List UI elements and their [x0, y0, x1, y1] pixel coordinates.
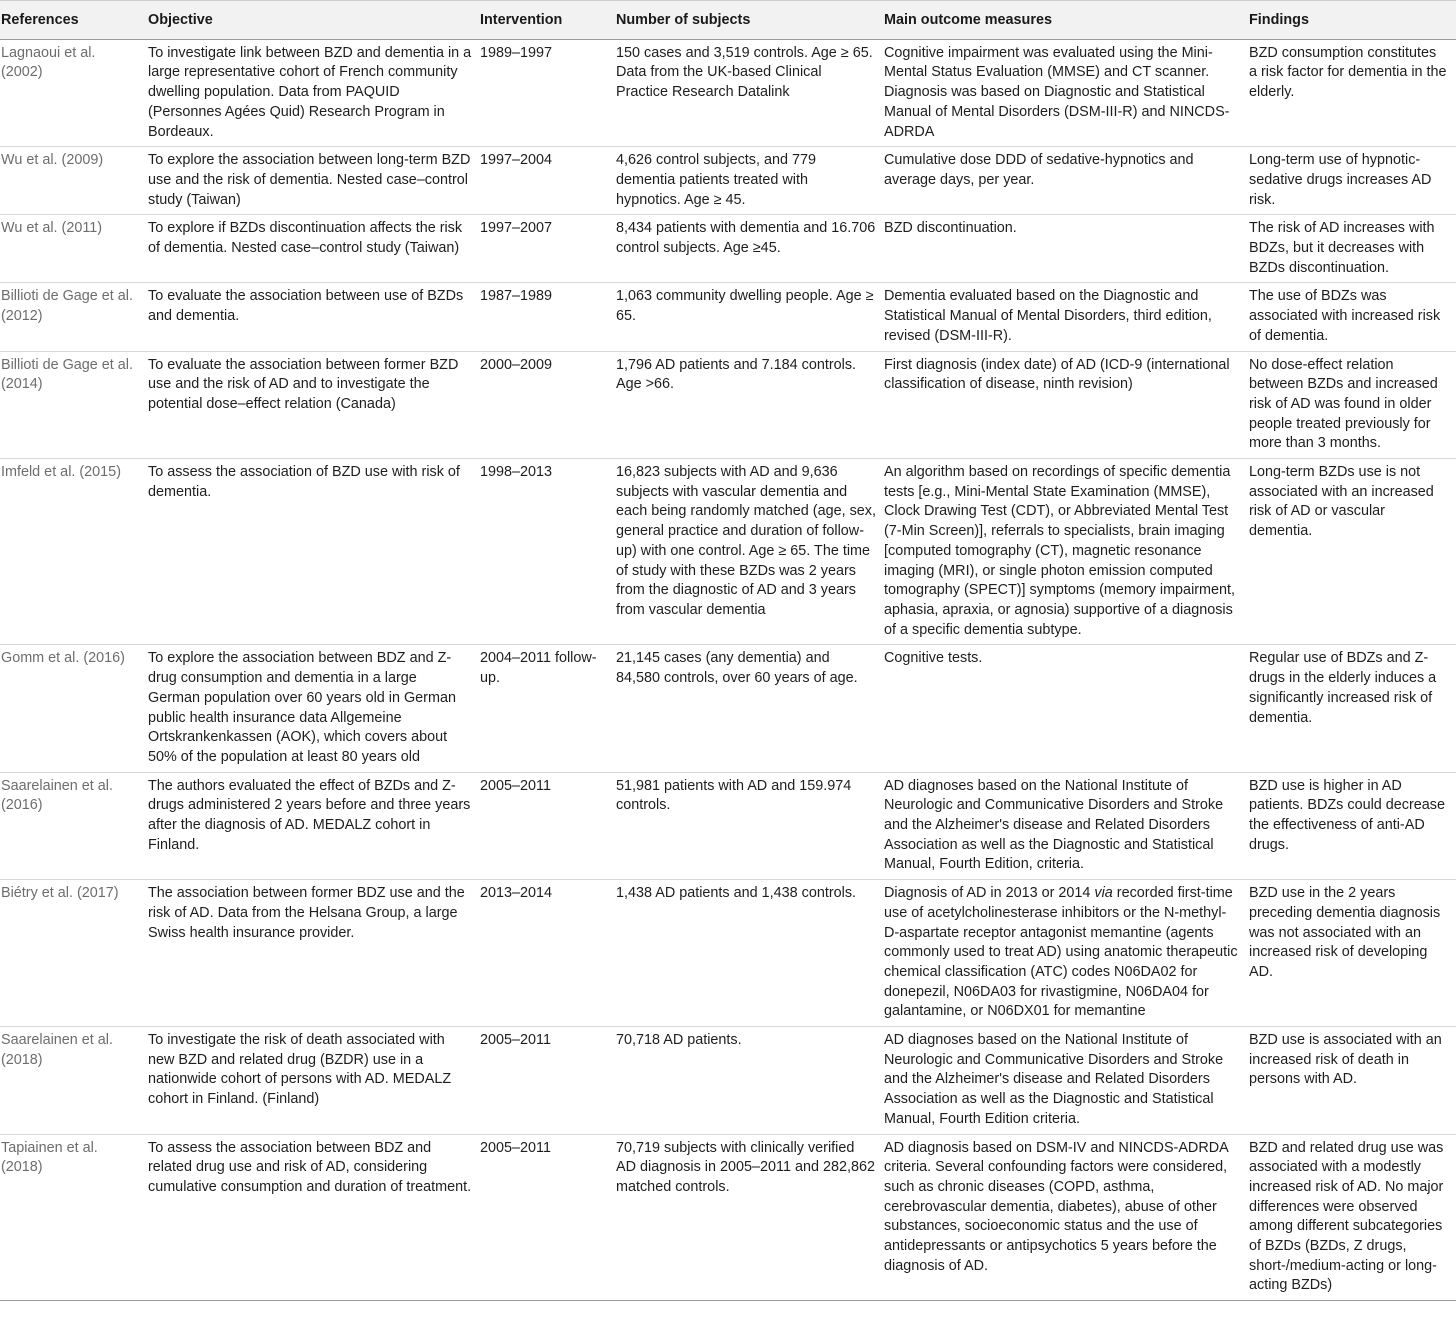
objective-cell: To explore if BZDs discontinuation affects the risk of dementia. Nested case–control study (Taiwan) — [148, 215, 480, 283]
table-row — [0, 351, 1456, 459]
subjects-cell: 70,718 AD patients. — [616, 1027, 884, 1135]
outcomes-cell: Dementia evaluated based on the Diagnostic and Statistical Manual of Mental Disorders, third edition, revised (DSM-III-R). — [884, 283, 1249, 351]
header-references: References — [0, 1, 148, 40]
subjects-cell: 4,626 control subjects, and 779 dementia patients treated with hypnotics. Age ≥ 45. — [616, 147, 884, 215]
intervention-cell: 2000–2009 — [480, 351, 616, 459]
intervention-cell: 1997–2007 — [480, 215, 616, 283]
outcomes-text-pre: Diagnosis of AD in 2013 or 2014 — [884, 885, 1095, 902]
objective-cell: To evaluate the association between use of BZDs and dementia. — [148, 283, 480, 351]
objective-cell: The association between former BDZ use and the risk of AD. Data from the Helsana Group, a large Swiss health insurance provider. — [148, 880, 480, 1027]
table-row — [0, 283, 1456, 351]
outcomes-cell: First diagnosis (index date) of AD (ICD-9 (international classification of disease, ninth revision) — [884, 351, 1249, 459]
header-objective: Objective — [148, 1, 480, 40]
intervention-cell: 2005–2011 — [480, 772, 616, 880]
findings-cell: Regular use of BDZs and Z-drugs in the elderly induces a significantly increased risk of dementia. — [1249, 645, 1456, 772]
outcomes-cell: Cognitive tests. — [884, 645, 1249, 772]
subjects-cell: 21,145 cases (any dementia) and 84,580 controls, over 60 years of age. — [616, 645, 884, 772]
objective-cell: To explore the association between BDZ and Z-drug consumption and dementia in a large German population over 60 years old in German public health insurance data Allgemeine Ortskrankenkassen (AOK), which covers about 50% of the population at least 80 years old — [148, 645, 480, 772]
intervention-cell: 2004–2011 follow-up. — [480, 645, 616, 772]
reference-cell: Wu et al. (2011) — [0, 215, 148, 283]
intervention-cell: 2005–2011 — [480, 1134, 616, 1301]
intervention-cell: 2013–2014 — [480, 880, 616, 1027]
findings-cell: BZD use is associated with an increased risk of death in persons with AD. — [1249, 1027, 1456, 1135]
reference-cell: Billioti de Gage et al. (2014) — [0, 351, 148, 459]
subjects-cell: 150 cases and 3,519 controls. Age ≥ 65. Data from the UK-based Clinical Practice Research Datalink — [616, 39, 884, 147]
table-row — [0, 459, 1456, 645]
table-row — [0, 39, 1456, 147]
findings-cell: BZD use in the 2 years preceding dementia diagnosis was not associated with an increased risk of developing AD. — [1249, 880, 1456, 1027]
outcomes-cell: BZD discontinuation. — [884, 215, 1249, 283]
header-outcomes: Main outcome measures — [884, 1, 1249, 40]
table-row — [0, 772, 1456, 880]
intervention-cell: 1987–1989 — [480, 283, 616, 351]
subjects-cell: 1,796 AD patients and 7.184 controls. Age >66. — [616, 351, 884, 459]
subjects-cell: 1,438 AD patients and 1,438 controls. — [616, 880, 884, 1027]
subjects-cell: 70,719 subjects with clinically verified AD diagnosis in 2005–2011 and 282,862 matched controls. — [616, 1134, 884, 1301]
outcomes-text-post: recorded first-time use of acetylcholinesterase inhibitors or the N-methyl-D-aspartate receptor antagonist memantine (agents commonly used to treat AD) using anatomic therapeutic chemical classification (ATC) codes N06DA02 for donepezil, N06DA03 for rivastigmine, N06DA04 for galantamine, or N06DX01 for memantine — [884, 885, 1238, 1020]
objective-cell: To assess the association of BZD use with risk of dementia. — [148, 459, 480, 645]
table-row — [0, 880, 1456, 1027]
findings-cell: The risk of AD increases with BDZs, but it decreases with BZDs discontinuation. — [1249, 215, 1456, 283]
objective-cell: To investigate the risk of death associated with new BZD and related drug (BZDR) use in a nationwide cohort of persons with AD. MEDALZ cohort in Finland. (Finland) — [148, 1027, 480, 1135]
outcomes-cell: Cumulative dose DDD of sedative-hypnotics and average days, per year. — [884, 147, 1249, 215]
findings-cell: Long-term BZDs use is not associated with an increased risk of AD or vascular dementia. — [1249, 459, 1456, 645]
table-row — [0, 645, 1456, 772]
table-row — [0, 1134, 1456, 1301]
objective-cell: To assess the association between BDZ and related drug use and risk of AD, considering cumulative consumption and duration of treatment. — [148, 1134, 480, 1301]
objective-cell: The authors evaluated the effect of BZDs and Z-drugs administered 2 years before and three years after the diagnosis of AD. MEDALZ cohort in Finland. — [148, 772, 480, 880]
header-subjects: Number of subjects — [616, 1, 884, 40]
findings-cell: BZD and related drug use was associated with a modestly increased risk of AD. No major differences were observed among different subcategories of BZDs (BZDs, Z drugs, short-/medium-acting or long-acting BZDs) — [1249, 1134, 1456, 1301]
objective-cell: To explore the association between long-term BZD use and the risk of dementia. Nested case–control study (Taiwan) — [148, 147, 480, 215]
table-row — [0, 1027, 1456, 1135]
reference-cell: Saarelainen et al. (2018) — [0, 1027, 148, 1135]
reference-cell: Wu et al. (2009) — [0, 147, 148, 215]
intervention-cell: 1998–2013 — [480, 459, 616, 645]
objective-cell: To evaluate the association between former BZD use and the risk of AD and to investigate the potential dose–effect relation (Canada) — [148, 351, 480, 459]
findings-cell: BZD consumption constitutes a risk factor for dementia in the elderly. — [1249, 39, 1456, 147]
reference-cell: Imfeld et al. (2015) — [0, 459, 148, 645]
reference-cell: Saarelainen et al. (2016) — [0, 772, 148, 880]
findings-cell: Long-term use of hypnotic-sedative drugs increases AD risk. — [1249, 147, 1456, 215]
header-findings: Findings — [1249, 1, 1456, 40]
table-row — [0, 215, 1456, 283]
objective-cell: To investigate link between BZD and dementia in a large representative cohort of French community dwelling population. Data from PAQUID (Personnes Agées Quid) Research Program in Bordeaux. — [148, 39, 480, 147]
outcomes-cell: AD diagnoses based on the National Institute of Neurologic and Communicative Disorders and Stroke and the Alzheimer's disease and Related Disorders Association as well as the Diagnostic and Statistical Manual, Fourth Edition criteria. — [884, 1027, 1249, 1135]
intervention-cell: 1989–1997 — [480, 39, 616, 147]
table-row — [0, 147, 1456, 215]
findings-cell: The use of BDZs was associated with increased risk of dementia. — [1249, 283, 1456, 351]
reference-cell: Billioti de Gage et al. (2012) — [0, 283, 148, 351]
reference-cell: Biétry et al. (2017) — [0, 880, 148, 1027]
outcomes-cell — [884, 880, 1249, 1027]
subjects-cell: 1,063 community dwelling people. Age ≥ 65. — [616, 283, 884, 351]
reference-cell: Gomm et al. (2016) — [0, 645, 148, 772]
subjects-cell: 16,823 subjects with AD and 9,636 subjects with vascular dementia and each being randomly matched (age, sex, general practice and duration of follow-up) with one control. Age ≥ 65. The time of study with these BZDs was 2 years from the diagnostic of AD and 3 years from vascular dementia — [616, 459, 884, 645]
findings-cell: No dose-effect relation between BZDs and increased risk of AD was found in older people treated previously for more than 3 months. — [1249, 351, 1456, 459]
intervention-cell: 1997–2004 — [480, 147, 616, 215]
table-header-row — [0, 1, 1456, 40]
outcomes-cell: AD diagnosis based on DSM-IV and NINCDS-ADRDA criteria. Several confounding factors were considered, such as chronic diseases (COPD, asthma, cerebrovascular dementia, diabetes), abuse of other substances, socioeconomic status and the use of antidepressants or antipsychotics 5 years before the diagnosis of AD. — [884, 1134, 1249, 1301]
findings-cell: BZD use is higher in AD patients. BDZs could decrease the effectiveness of anti-AD drugs. — [1249, 772, 1456, 880]
outcomes-cell: Cognitive impairment was evaluated using the Mini-Mental Status Evaluation (MMSE) and CT scanner. Diagnosis was based on Diagnostic and Statistical Manual of Mental Disorders (DSM-III-R) and NINCDS-ADRDA — [884, 39, 1249, 147]
subjects-cell: 51,981 patients with AD and 159.974 controls. — [616, 772, 884, 880]
outcomes-cell: An algorithm based on recordings of specific dementia tests [e.g., Mini-Mental State Examination (MMSE), Clock Drawing Test (CDT), or Abbreviated Mental Test (7-Min Screen)], referrals to specialists, brain imaging [computed tomography (CT), magnetic resonance imaging (MRI), or single photon emission computed tomography (SPECT)] symptoms (memory impairment, aphasia, apraxia, or agnosia) supportive of a diagnosis of a specific dementia subtype. — [884, 459, 1249, 645]
reference-cell: Tapiainen et al. (2018) — [0, 1134, 148, 1301]
reference-cell: Lagnaoui et al. (2002) — [0, 39, 148, 147]
outcomes-text-via: via — [1094, 885, 1113, 902]
header-intervention: Intervention — [480, 1, 616, 40]
subjects-cell: 8,434 patients with dementia and 16.706 control subjects. Age ≥45. — [616, 215, 884, 283]
outcomes-cell: AD diagnoses based on the National Institute of Neurologic and Communicative Disorders and Stroke and the Alzheimer's disease and Related Disorders Association as well as the Diagnostic and Statistical Manual, Fourth Edition, criteria. — [884, 772, 1249, 880]
intervention-cell: 2005–2011 — [480, 1027, 616, 1135]
